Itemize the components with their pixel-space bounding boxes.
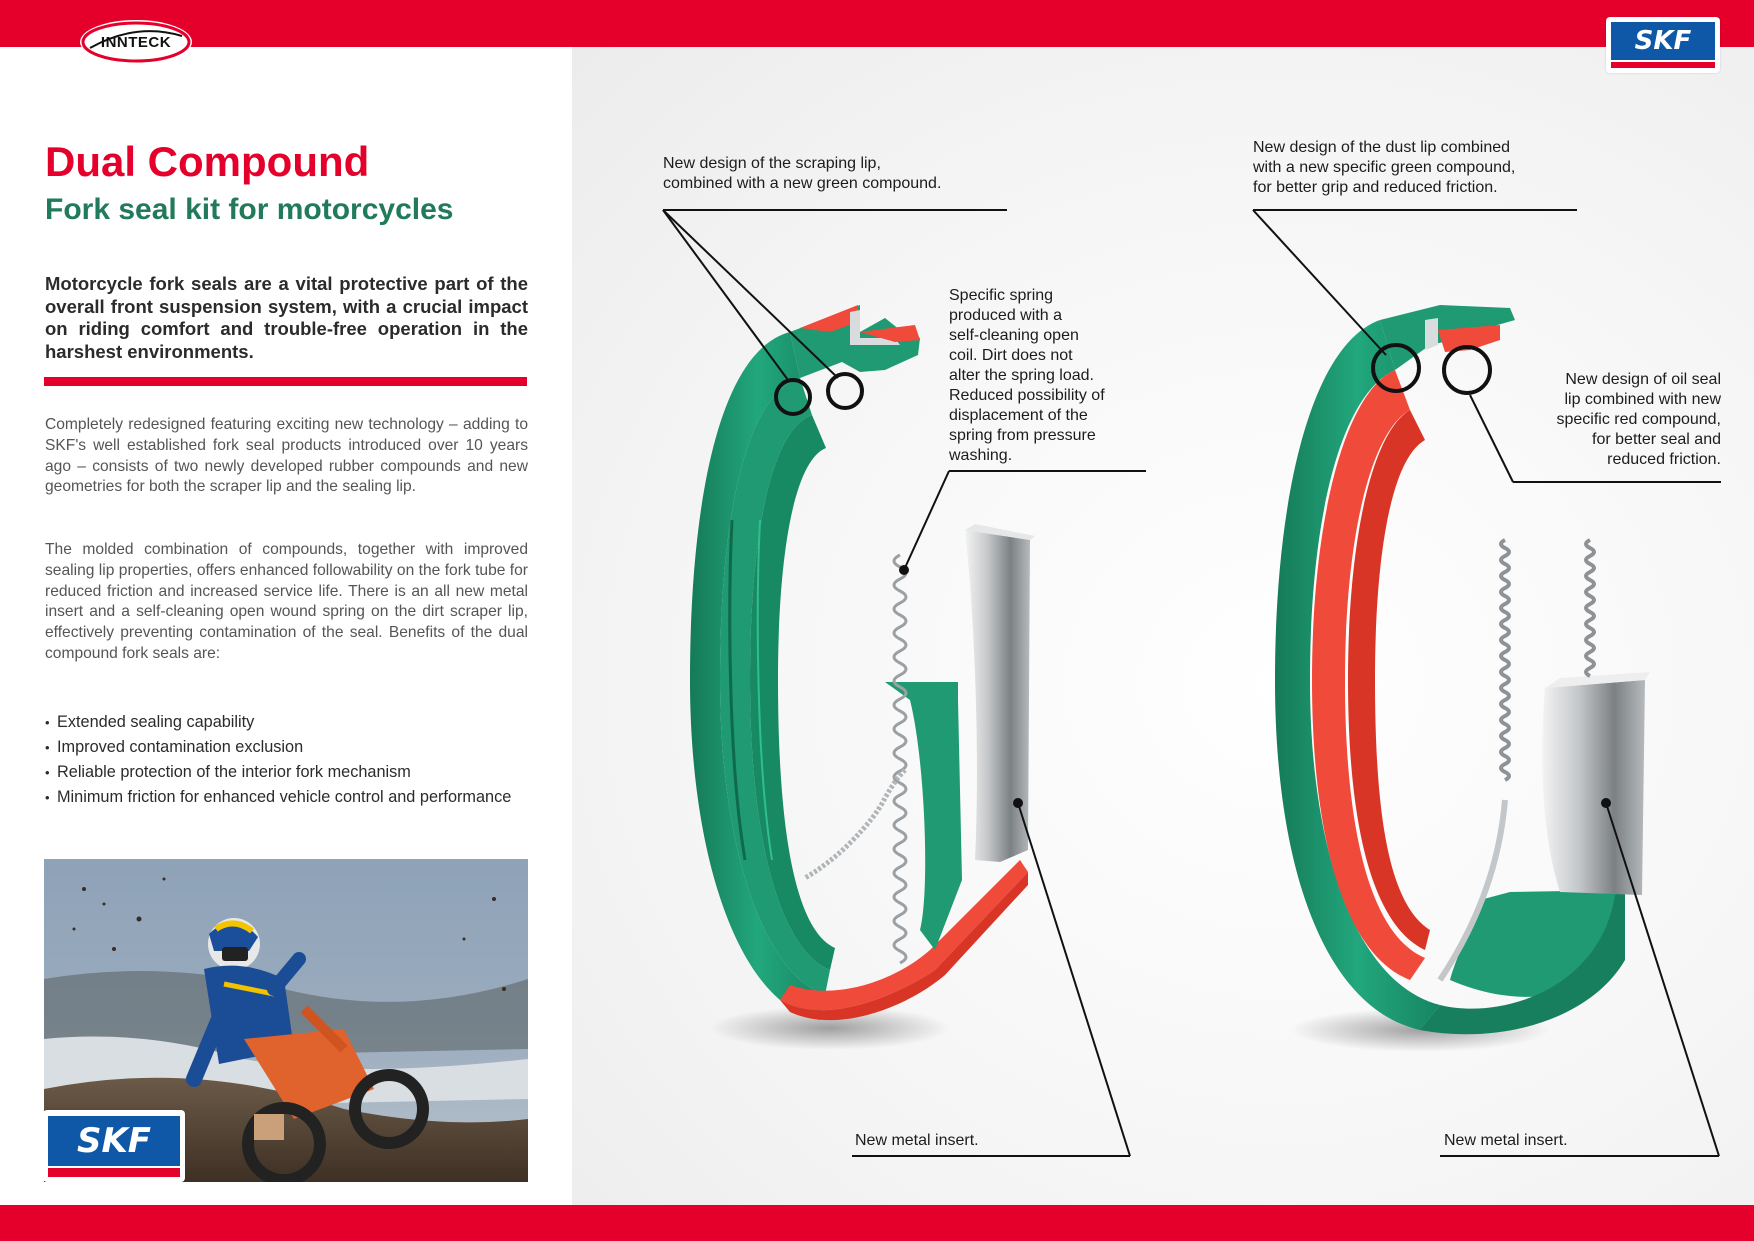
callout-metal-insert-right: New metal insert.	[1444, 1132, 1568, 1149]
callout-ring	[1444, 347, 1490, 393]
callout-spring: Specific spring produced with a self-cleaning open coil. Dirt does not alter the spring load. Reduced possibility of displacement of the spring from pressure washing.	[949, 287, 1105, 464]
innteck-logo-text: INNTECK	[100, 33, 172, 51]
callout-ring	[828, 374, 862, 408]
skf-logo-text: SKF	[1611, 22, 1715, 60]
callout-metal-insert-left: New metal insert.	[855, 1132, 979, 1149]
callout-oil-seal-lip: New design of oil seal lip combined with new specific red compound, for better seal and reduced friction.	[1556, 371, 1721, 468]
leader-line	[1018, 803, 1130, 1156]
leader-line	[1253, 210, 1386, 355]
skf-photo-logo-text: SKF	[48, 1116, 180, 1166]
leader-line	[1606, 803, 1719, 1156]
benefit-item: • Minimum friction for enhanced vehicle control and performance	[45, 785, 528, 810]
leader-line	[904, 471, 949, 570]
body-paragraph: The molded combination of compounds, together with improved sealing lip properties, offers enhanced followability on the fork tube for reduced friction and increased service life. There is an all new metal insert and a self-cleaning open wound spring on the dirt scraper lip, effectively preventing contamination of the seal. Benefits of the dual compound fork seals are:	[45, 541, 528, 662]
callout-scraping-lip: New design of the scraping lip, combined with a new green compound.	[663, 155, 942, 192]
body-paragraph: Completely redesigned featuring exciting new technology – adding to SKF's well established fork seal products introduced over 10 years ago – consists of two newly developed rubber compounds and new geometries for both the scraper lip and the sealing lip.	[45, 416, 528, 496]
benefit-item: • Improved contamination exclusion	[45, 735, 528, 760]
leader-line	[663, 210, 838, 378]
page-title: Dual Compound	[45, 138, 370, 185]
callout-dot	[1013, 798, 1023, 808]
callout-dot	[899, 565, 909, 575]
lead-paragraph: Motorcycle fork seals are a vital protective part of the overall front suspension system, with a crucial impact on riding comfort and trouble-free operation in the harshest environments.	[45, 273, 528, 362]
benefit-item: • Reliable protection of the interior fork mechanism	[45, 760, 528, 785]
callout-dot	[1601, 798, 1611, 808]
benefit-item: • Extended sealing capability	[45, 710, 528, 735]
leader-line	[663, 210, 788, 380]
page-subtitle: Fork seal kit for motorcycles	[45, 193, 454, 226]
callout-dust-lip: New design of the dust lip combined with a new specific green compound, for better grip and reduced friction.	[1253, 139, 1516, 196]
